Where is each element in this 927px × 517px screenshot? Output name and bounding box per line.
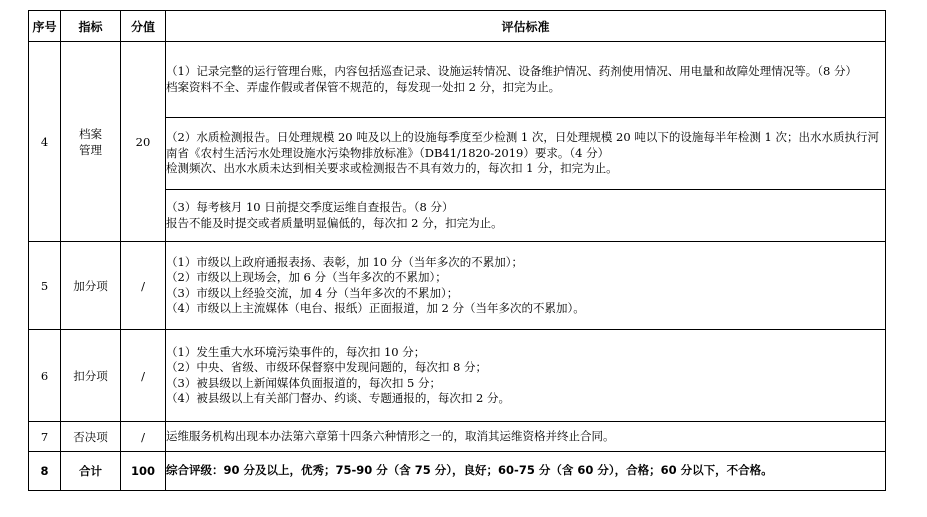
bonus-line: （3）市级以上经验交流，加 4 分（当年多次的不累加）； — [166, 285, 459, 300]
criteria-item: （3）每考核月 10 日前提交季度运维自查报告。（8 分） — [166, 200, 454, 214]
veto-text: 运维服务机构出现本办法第六章第十四条六种情形之一的，取消其运维资格并终止合同。 — [166, 428, 615, 443]
deduction-line: （1）发生重大水环境污染事件的，每次扣 10 分； — [166, 344, 426, 359]
row-score: / — [121, 422, 166, 452]
deduction-line: （4）被县级以上有关部门督办、约谈、专题通报的，每次扣 2 分。 — [166, 391, 510, 405]
row-score: 20 — [121, 42, 166, 242]
row-no: 6 — [29, 330, 61, 422]
table-row — [29, 242, 886, 330]
table-row — [29, 330, 886, 422]
criteria-item: （1）记录完整的运行管理台账，内容包括巡查记录、设施运转情况、设备维护情况、药剂使用情况、用电量和故障处理情况等。（8 分） — [166, 64, 858, 78]
row-indicator: 扣分项 — [61, 330, 121, 422]
criteria-rule: 档案资料不全、弄虚作假或者保管不规范的，每发现一处扣 2 分，扣完为止。 — [166, 79, 561, 94]
row-indicator: 加分项 — [61, 242, 121, 330]
header-score: 分值 — [121, 11, 166, 42]
row-no: 5 — [29, 242, 61, 330]
criteria-item: （2）水质检测报告。日处理规模 20 吨及以上的设施每季度至少检测 1 次，日处理规模 20 吨以下的设施每半年检测 1 次；出水水质执行河南省《农村生活污水处理设施水污染物排放标准》（DB41/1820-2019）要求。（4 分） — [166, 130, 879, 160]
criteria-cell — [166, 330, 886, 422]
row-indicator: 合计 — [61, 452, 121, 491]
criteria-cell — [166, 190, 886, 242]
bonus-line: （4）市级以上主流媒体（电台、报纸）正面报道，加 2 分（当年多次的不累加）。 — [166, 301, 585, 315]
row-indicator — [61, 42, 121, 242]
deduction-line: （2）中央、省级、市级环保督察中发现问题的，每次扣 8 分； — [166, 360, 487, 374]
table-row — [29, 42, 886, 118]
bonus-line: （1）市级以上政府通报表扬、表彰，加 10 分（当年多次的不累加）； — [166, 254, 524, 269]
header-criteria: 评估标准 — [166, 11, 886, 42]
deduction-line: （3）被县级以上新闻媒体负面报道的，每次扣 5 分； — [166, 375, 441, 390]
rating-text: 综合评级：90 分及以上，优秀；75-90 分（含 75 分），良好；60-75 分（含 60 分），合格；60 分以下，不合格。 — [166, 463, 773, 478]
row-score: 100 — [121, 452, 166, 491]
criteria-cell — [166, 42, 886, 118]
indicator-text: 档案管理 — [79, 126, 102, 157]
criteria-cell — [166, 242, 886, 330]
total-row — [29, 452, 886, 491]
criteria-cell — [166, 118, 886, 190]
row-indicator: 否决项 — [61, 422, 121, 452]
header-row — [29, 11, 886, 42]
criteria-cell — [166, 452, 886, 491]
criteria-cell — [166, 422, 886, 452]
table-row — [29, 422, 886, 452]
criteria-rule: 检测频次、出水水质未达到相关要求或检测报告不具有效力的，每次扣 1 分，扣完为止。 — [166, 161, 618, 176]
bonus-line: （2）市级以上现场会，加 6 分（当年多次的不累加）； — [166, 270, 447, 284]
row-score: / — [121, 330, 166, 422]
row-no: 7 — [29, 422, 61, 452]
row-no: 4 — [29, 42, 61, 242]
criteria-rule: 报告不能及时提交或者质量明显偏低的，每次扣 2 分，扣完为止。 — [166, 215, 503, 230]
header-indicator: 指标 — [61, 11, 121, 42]
row-no: 8 — [29, 452, 61, 491]
row-score: / — [121, 242, 166, 330]
evaluation-table — [28, 10, 886, 491]
header-no: 序号 — [29, 11, 61, 42]
